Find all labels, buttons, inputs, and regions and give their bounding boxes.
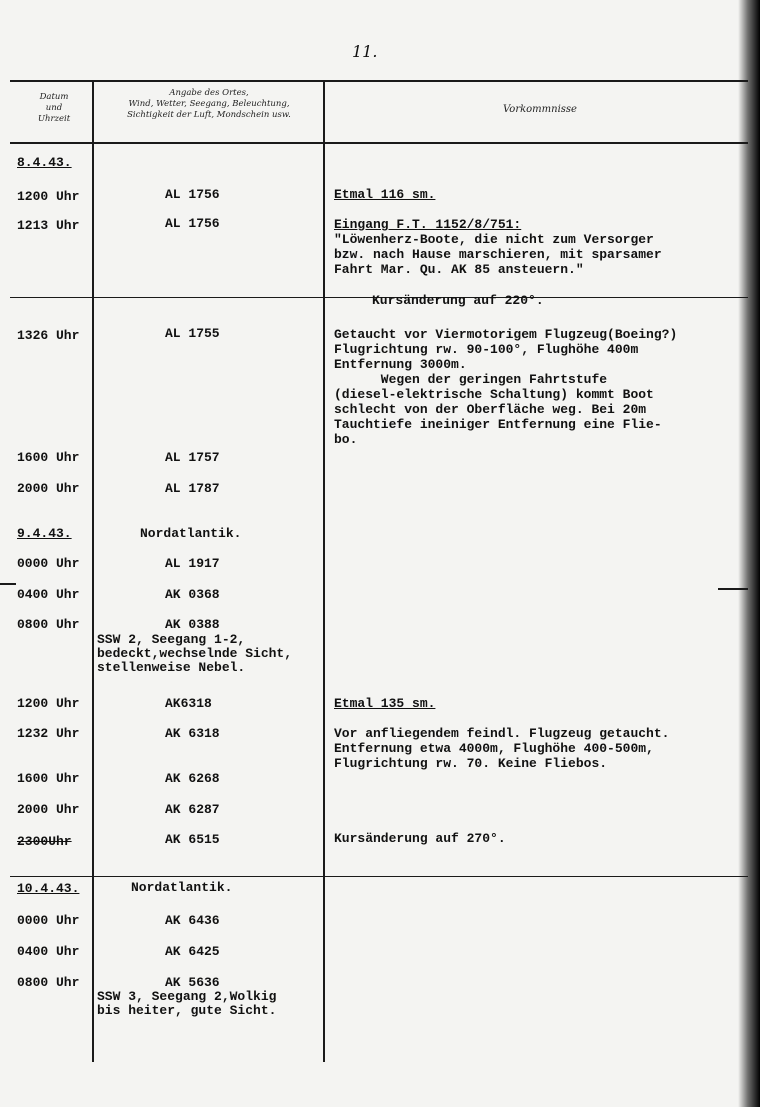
entry-time: 1600 Uhr [17, 771, 80, 786]
entry-remark: "Löwenherz-Boote, die nicht zum Versorger bzw. nach Hause marschieren, mit sparsamer Fahrt Mar. Qu. AK 85 ansteuern." [334, 232, 662, 277]
entry-position: AK 6436 [165, 913, 220, 928]
entry-position: AK 6318 [165, 726, 220, 741]
entry-position: AK 0368 [165, 587, 220, 602]
entry-remark: Kursänderung auf 220°. [372, 293, 544, 308]
entry-position: AK 5636 [165, 975, 220, 990]
entry-time: 2300Uhr [17, 834, 72, 849]
entry-remark: Etmal 135 sm. [334, 696, 436, 711]
entry-remark-title: Eingang F.T. 1152/8/751: [334, 217, 522, 232]
weather-note: SSW 3, Seegang 2,Wolkig bis heiter, gute Sicht. [97, 989, 277, 1018]
entry-position: AK6318 [165, 696, 212, 711]
entry-remark: Etmal 116 sm. [334, 187, 436, 202]
page-number: 11. [352, 42, 378, 61]
margin-tick [0, 583, 16, 585]
entry-time: 2000 Uhr [17, 802, 80, 817]
entry-time: 0000 Uhr [17, 913, 80, 928]
sea-area: Nordatlantik. [131, 880, 233, 895]
entry-position: AL 1756 [165, 216, 220, 231]
entry-time: 1200 Uhr [17, 696, 80, 711]
entry-time: 0800 Uhr [17, 975, 80, 990]
entry-position: AL 1787 [165, 481, 220, 496]
entry-remark: Getaucht vor Viermotorigem Flugzeug(Boeing?) Flugrichtung rw. 90-100°, Flughöhe 400m Entfernung 3000m. Wegen der geringen Fahrtstufe (diesel-elektrische Schaltung) kommt Boot schlecht von der Oberfläche weg. Bei 20m Tauchtiefe ineiniger Entfernung eine Flie- bo. [334, 327, 678, 447]
entry-time: 1232 Uhr [17, 726, 80, 741]
entry-time: 0000 Uhr [17, 556, 80, 571]
entry-remark: Vor anfliegendem feindl. Flugzeug getaucht. Entfernung etwa 4000m, Flughöhe 400-500m, Flugrichtung rw. 70. Keine Fliebos. [334, 726, 670, 771]
entry-time: 2000 Uhr [17, 481, 80, 496]
header-datum: Datum und Uhrzeit [37, 92, 71, 124]
column-divider-left [92, 80, 94, 1062]
entry-position: AK 6268 [165, 771, 220, 786]
entry-position: AK 6287 [165, 802, 220, 817]
date-entry: 10.4.43. [17, 881, 80, 896]
entry-position: AL 1917 [165, 556, 220, 571]
entry-position: AL 1756 [165, 187, 220, 202]
entry-time: 0400 Uhr [17, 944, 80, 959]
weather-note: SSW 2, Seegang 1-2, bedeckt,wechselnde Sicht, stellenweise Nebel. [97, 632, 293, 675]
date-entry: 8.4.43. [17, 155, 72, 170]
entry-position: AK 6425 [165, 944, 220, 959]
scan-edge-shadow [738, 0, 760, 1107]
entry-position: AL 1755 [165, 326, 220, 341]
entry-time: 1600 Uhr [17, 450, 80, 465]
entry-time: 1200 Uhr [17, 189, 80, 204]
date-entry: 9.4.43. [17, 526, 72, 541]
column-divider-right [323, 80, 325, 1062]
section-rule-2 [10, 876, 748, 877]
entry-time: 0800 Uhr [17, 617, 80, 632]
header-bottom-rule [10, 142, 748, 144]
header-ort: Angabe des Ortes, Wind, Wetter, Seegang, Beleuchtung, Sichtigkeit der Luft, Mondschein usw. [127, 88, 291, 120]
header-vorkommnisse: Vorkommnisse [503, 104, 577, 115]
sea-area: Nordatlantik. [140, 526, 242, 541]
entry-remark: Kursänderung auf 270°. [334, 831, 506, 846]
entry-time: 0400 Uhr [17, 587, 80, 602]
entry-position: AL 1757 [165, 450, 220, 465]
entry-time: 1213 Uhr [17, 218, 80, 233]
entry-position: AK 0388 [165, 617, 220, 632]
header-top-rule [10, 80, 748, 82]
margin-tick [718, 588, 748, 590]
entry-time: 1326 Uhr [17, 328, 80, 343]
entry-position: AK 6515 [165, 832, 220, 847]
